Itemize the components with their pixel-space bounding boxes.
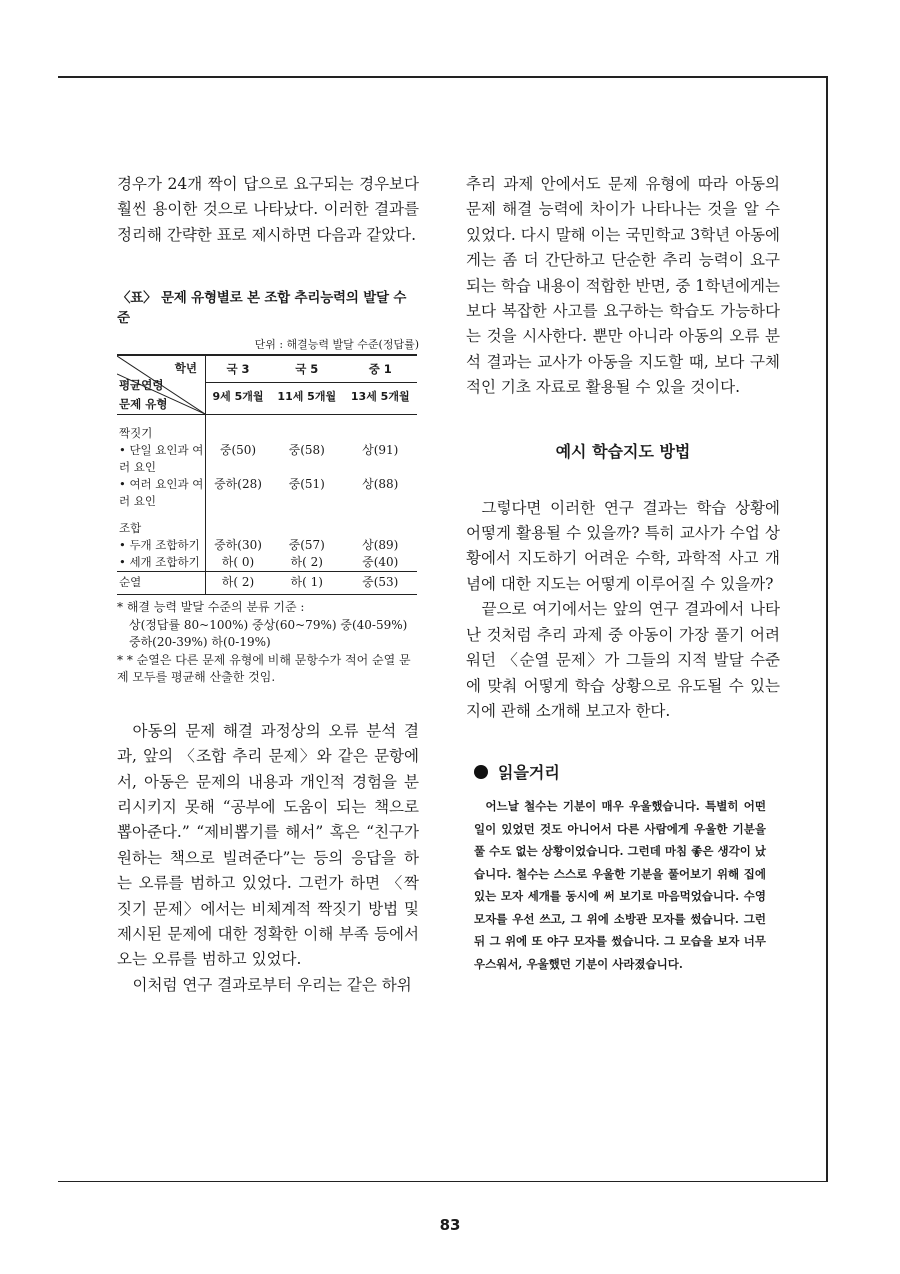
table-row bbox=[117, 572, 417, 595]
row-label: • 두개 조합하기 bbox=[117, 537, 206, 554]
header-average-age: 평균연령 bbox=[119, 378, 164, 393]
table-row bbox=[117, 415, 417, 443]
table-row bbox=[117, 510, 417, 537]
age-label: 9세 5개월 bbox=[206, 382, 270, 411]
table-cell: 중(51) bbox=[288, 477, 325, 492]
left-paragraph-2: 아동의 문제 해결 과정상의 오류 분석 결과, 앞의 〈조합 추리 문제〉와 같은 문항에서, 아동은 문제의 내용과 개인적 경험을 분리시키지 못해 “공부에 도움이 되는 책으로 뽑아준다.” “제비뽑기를 해서” 혹은 “친구가 원하는 책으로 빌려준다”는 등의 응답을 하는 오류를 범하고 있었다. 그런가 하면 〈짝짓기 문제〉에서는 비체계적 짝짓기 방법 및 제시된 문제에 대한 정확한 이해 부족 등에서 오는 오류를 범하고 있었다. bbox=[117, 721, 419, 969]
section-title: 짝짓기 bbox=[117, 415, 206, 443]
row-label: • 단일 요인과 여러 요인 bbox=[117, 442, 206, 476]
table-cell: 중(57) bbox=[288, 538, 325, 553]
age-label: 11세 5개월 bbox=[270, 382, 343, 411]
bullet-icon bbox=[474, 765, 488, 779]
right-paragraph-3: 끝으로 여기에서는 앞의 연구 결과에서 나타난 것처럼 추리 과제 중 아동이 가장 풀기 어려워던 〈순열 문제〉가 그들의 지적 발달 수준에 맞춰 어떻게 학습 상황으로 유도될 수 있는지에 관해 소개해 보고자 한다. bbox=[466, 600, 780, 720]
table-cell: 중하(28) bbox=[214, 477, 262, 492]
section-title: 조합 bbox=[117, 510, 206, 537]
table-row bbox=[117, 537, 417, 554]
left-column bbox=[117, 172, 419, 998]
note-3: * * 순열은 다른 문제 유형에 비해 문항수가 적어 순열 문제 모두를 평균해 산출한 것임. bbox=[117, 652, 411, 685]
table-row bbox=[117, 476, 417, 510]
development-level-table bbox=[117, 354, 417, 595]
table-cell: 하( 0) bbox=[221, 555, 255, 570]
table-cell: 상(91) bbox=[362, 443, 399, 458]
table-cell: 중(53) bbox=[344, 572, 418, 595]
row-label: • 세개 조합하기 bbox=[117, 554, 206, 572]
page-number: 83 bbox=[439, 1216, 461, 1234]
table-row bbox=[117, 554, 417, 572]
age-label: 13세 5개월 bbox=[344, 382, 418, 411]
left-paragraph-1: 경우가 24개 짝이 답으로 요구되는 경우보다 훨씬 용이한 것으로 나타났다. 이러한 결과를 정리해 간략한 표로 제시하면 다음과 같았다. bbox=[117, 175, 419, 244]
section-heading: 예시 학습지도 방법 bbox=[555, 441, 691, 461]
column-header-1 bbox=[206, 355, 271, 415]
table-cell: 하( 2) bbox=[206, 572, 271, 595]
right-rule bbox=[826, 76, 828, 1182]
table-unit: 단위 : 해결능력 발달 수준(정답률) bbox=[254, 338, 419, 352]
right-column bbox=[466, 172, 780, 975]
grade-label: 국 5 bbox=[295, 362, 319, 377]
note-2: 상(정답률 80~100%) 중상(60~79%) 중(40-59%) 중하(20-39%) 하(0-19%) bbox=[129, 617, 408, 650]
table-row bbox=[117, 442, 417, 476]
column-header-3 bbox=[344, 355, 418, 415]
reading-title: 읽을거리 bbox=[498, 763, 560, 783]
header-problem-type: 문제 유형 bbox=[119, 397, 168, 412]
table-cell: 중하(30) bbox=[214, 538, 262, 553]
left-paragraph-3: 이처럼 연구 결과로부터 우리는 같은 하위 bbox=[132, 975, 412, 994]
reading-heading bbox=[474, 760, 780, 783]
header-grade: 학년 bbox=[174, 361, 197, 376]
top-rule bbox=[58, 76, 828, 78]
row-label: • 여러 요인과 여러 요인 bbox=[117, 476, 206, 510]
table-cell: 중(40) bbox=[362, 555, 399, 570]
table-cell: 하( 1) bbox=[270, 572, 343, 595]
table-cell: 중(50) bbox=[219, 443, 257, 458]
table-cell: 상(88) bbox=[362, 477, 399, 492]
right-paragraph-1: 추리 과제 안에서도 문제 유형에 따라 아동의 문제 해결 능력에 차이가 나타나는 것을 알 수 있었다. 다시 말해 이는 국민학교 3학년 아동에게는 좀 더 간단하고 단순한 추리 능력이 요구되는 학습 내용이 적합한 반면, 중 1학년에게는 보다 복잡한 사고를 요구하는 학습도 가능하다는 것을 시사한다. 뿐만 아니라 아동의 오류 분석 결과는 교사가 아동을 지도할 때, 보다 구체적인 기초 자료로 활용될 수 있을 것이다. bbox=[466, 175, 780, 397]
column-header-2 bbox=[270, 355, 343, 415]
table-cell: 하( 2) bbox=[290, 555, 323, 570]
table-cell: 상(89) bbox=[362, 538, 399, 553]
table-title: 〈표〉 문제 유형별로 본 조합 추리능력의 발달 수준 bbox=[117, 290, 407, 327]
bottom-rule bbox=[58, 1181, 828, 1182]
table-header-corner bbox=[117, 355, 206, 415]
row-label: 순열 bbox=[117, 572, 206, 595]
table-cell: 중(58) bbox=[288, 443, 325, 458]
grade-label: 중 1 bbox=[368, 362, 392, 377]
table-notes bbox=[117, 599, 419, 687]
grade-label: 국 3 bbox=[226, 362, 250, 377]
reading-body: 어느날 철수는 기분이 매우 우울했습니다. 특별히 어떤 일이 있었던 것도 아니어서 다른 사람에게 우울한 기분을 풀 수도 없는 상황이었습니다. 그런데 마침 좋은 생각이 났습니다. 철수는 스스로 우울한 기분을 풀어보기 위해 집에 있는 모자 세개를 동시에 써 보기로 마음먹었습니다. 수영 모자를 우선 쓰고, 그 위에 소방관 모자를 썼습니다. 그런 뒤 그 위에 또 야구 모자를 썼습니다. 그 모습을 보자 너무 우스워서, 우울했던 기분이 사라졌습니다. bbox=[474, 799, 766, 971]
right-paragraph-2: 그렇다면 이러한 연구 결과는 학습 상황에 어떻게 활용될 수 있을까? 특히 교사가 수업 상황에서 지도하기 어려운 수학, 과학적 사고 개념에 대한 지도는 어떻게 이루어질 수 있을까? bbox=[466, 498, 780, 593]
note-1: * 해결 능력 발달 수준의 분류 기준 : bbox=[117, 600, 305, 615]
